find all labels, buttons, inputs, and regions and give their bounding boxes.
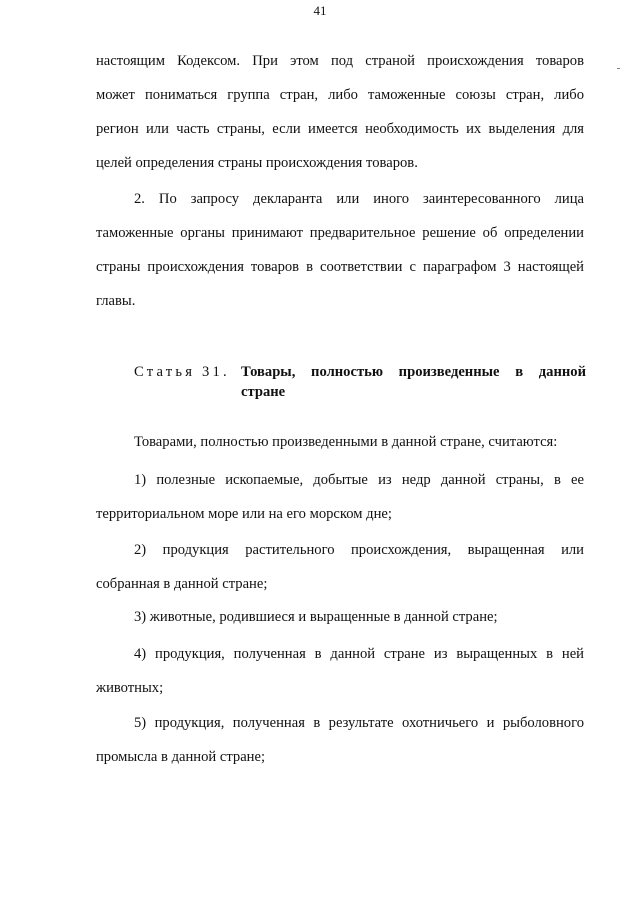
intro-paragraph bbox=[96, 425, 584, 459]
list-item-3 bbox=[96, 600, 584, 634]
list-item-4 bbox=[96, 637, 584, 705]
paragraph-2-line-1: 2. По запросу декларанта или иного заинтересованного лица bbox=[134, 191, 584, 207]
paragraph-1-line-1: настоящим Кодексом. При этом под страной происхождения товаров bbox=[96, 53, 584, 69]
paragraph-1-line-2: может пониматься группа стран, либо таможенные союзы стран, либо bbox=[96, 87, 584, 103]
article-title-line-2: стране bbox=[241, 384, 286, 400]
page-number: 41 bbox=[313, 3, 327, 18]
list-item-2-line-2: собранная в данной стране; bbox=[96, 576, 268, 592]
list-item-1 bbox=[96, 463, 584, 531]
list-item-5-line-1: 5) продукция, полученная в результате охотничьего и рыболовного bbox=[134, 715, 584, 731]
intro-text: Товарами, полностью произведенными в данной стране, считаются: bbox=[134, 434, 558, 450]
article-label: Статья 31. bbox=[134, 364, 230, 380]
paragraph-2-line-2: таможенные органы принимают предварительное решение об определении bbox=[96, 225, 584, 241]
paragraph-1-line-3: регион или часть страны, если имеется необходимость их выделения для bbox=[96, 121, 584, 137]
paragraph-2-line-3: страны происхождения товаров в соответствии с параграфом 3 настоящей bbox=[96, 259, 584, 275]
paragraph-1-line-4: целей определения страны происхождения товаров. bbox=[96, 155, 418, 171]
list-item-4-line-2: животных; bbox=[96, 680, 164, 696]
article-title-line-1: Товары, полностью произведенные в данной bbox=[241, 364, 586, 380]
list-item-5-line-2: промысла в данной стране; bbox=[96, 749, 266, 765]
list-item-3-line-1: 3) животные, родившиеся и выращенные в данной стране; bbox=[134, 609, 498, 625]
list-item-4-line-1: 4) продукция, полученная в данной стране из выращенных в ней bbox=[134, 646, 584, 662]
list-item-2-line-1: 2) продукция растительного происхождения, выращенная или bbox=[134, 542, 584, 558]
list-item-2 bbox=[96, 533, 584, 601]
list-item-1-line-2: территориальном море или на его морском дне; bbox=[96, 506, 392, 522]
paragraph-1 bbox=[96, 44, 584, 180]
paragraph-2-line-4: главы. bbox=[96, 293, 136, 309]
scan-mark bbox=[617, 68, 620, 69]
article-title bbox=[241, 362, 586, 402]
paragraph-2 bbox=[96, 182, 584, 318]
list-item-1-line-1: 1) полезные ископаемые, добытые из недр данной страны, в ее bbox=[134, 472, 584, 488]
list-item-5 bbox=[96, 706, 584, 774]
